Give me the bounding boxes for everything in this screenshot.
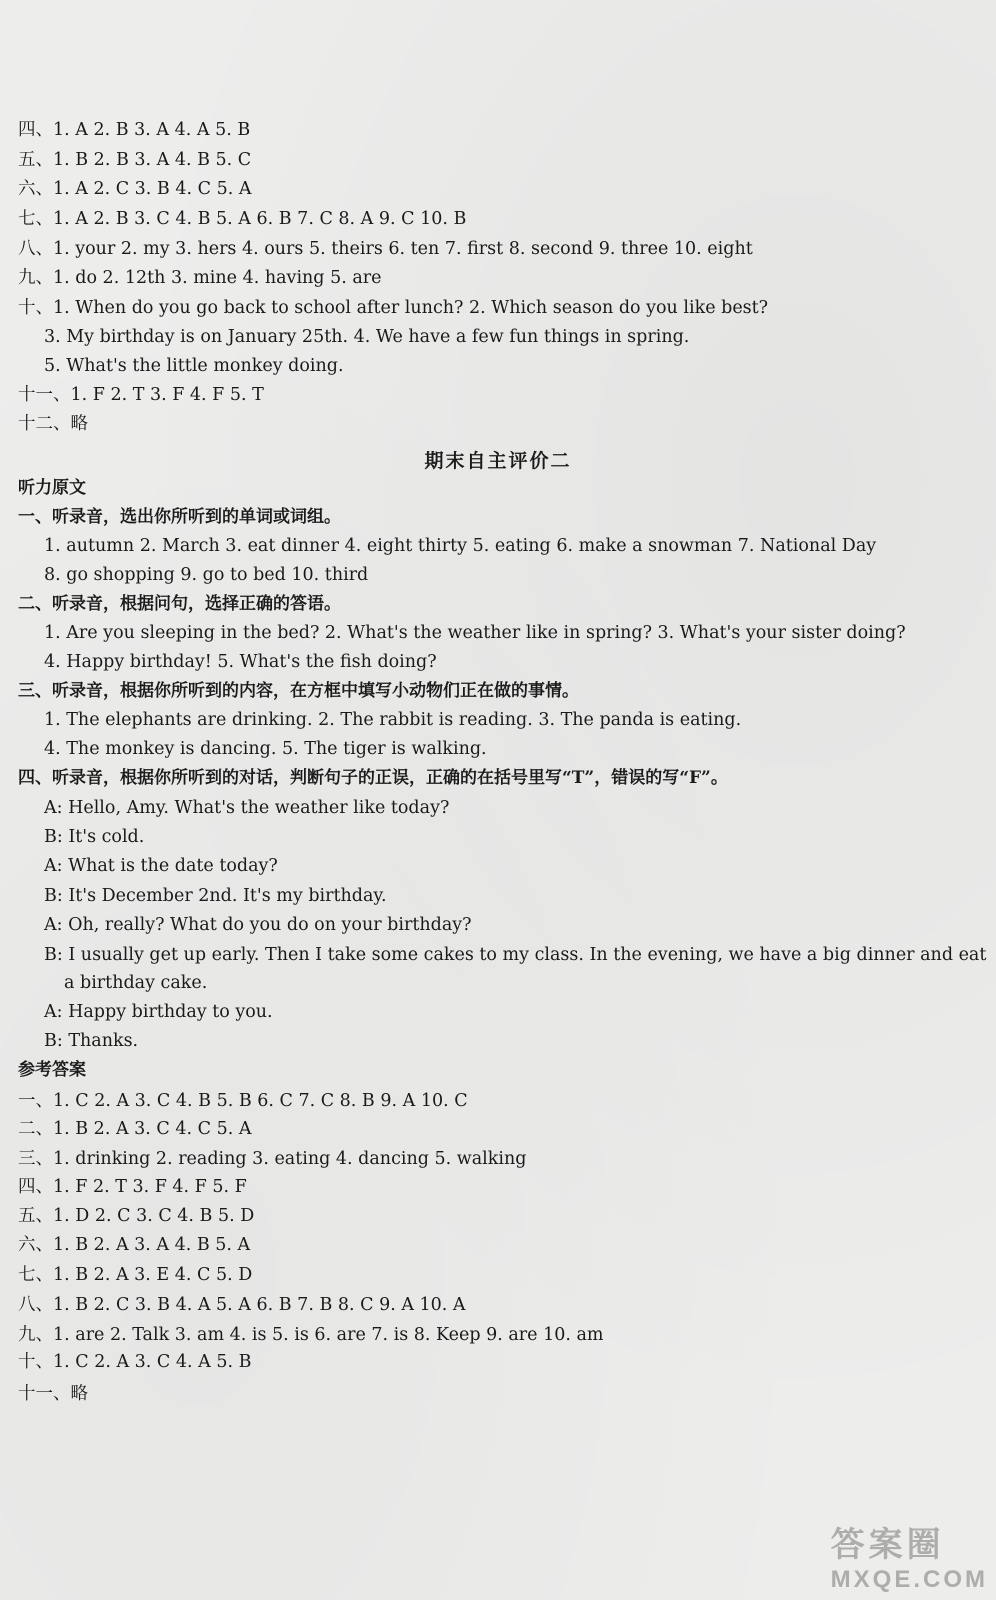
question-heading: 一、听录音，选出你所听到的单词或词组。	[18, 507, 341, 527]
answer-line: 三、1. drinking 2. reading 3. eating 4. dancing 5. walking	[18, 1149, 527, 1169]
answer-line: 十、1. When do you go back to school after lunch? 2. Which season do you like best?	[18, 298, 769, 318]
answer-line: 一、1. C 2. A 3. C 4. B 5. B 6. C 7. C 8. B 9. A 10. C	[18, 1091, 468, 1111]
answer-line: 五、1. D 2. C 3. C 4. B 5. D	[18, 1206, 255, 1226]
answer-line: 五、1. B 2. B 3. A 4. B 5. C	[18, 150, 252, 170]
answer-line: 四、1. A 2. B 3. A 4. A 5. B	[18, 120, 251, 140]
answer-line: 二、1. B 2. A 3. C 4. C 5. A	[18, 1119, 252, 1139]
answers-heading: 参考答案	[18, 1060, 86, 1080]
question-line: 8. go shopping 9. go to bed 10. third	[44, 565, 369, 585]
listening-heading: 听力原文	[18, 478, 86, 498]
dialogue-line: A: Happy birthday to you.	[44, 1002, 273, 1022]
watermark-url: MXQE.COM	[830, 1566, 988, 1593]
answer-line: 七、1. A 2. B 3. C 4. B 5. A 6. B 7. C 8. A 9. C 10. B	[18, 209, 467, 229]
question-line: 4. The monkey is dancing. 5. The tiger is walking.	[44, 739, 487, 759]
question-line: 4. Happy birthday! 5. What's the fish doing?	[44, 652, 437, 672]
dialogue-line: B: Thanks.	[44, 1031, 139, 1051]
question-heading: 三、听录音，根据你所听到的内容，在方框中填写小动物们正在做的事情。	[18, 681, 579, 701]
answer-line: 六、1. B 2. A 3. A 4. B 5. A	[18, 1235, 251, 1255]
dialogue-line: B: I usually get up early. Then I take some cakes to my class. In the evening, we have a big dinner and eat	[44, 945, 987, 965]
section-title: 期末自主评价二	[424, 450, 572, 472]
question-heading: 二、听录音，根据问句，选择正确的答语。	[18, 594, 341, 614]
watermark-logo	[831, 1517, 988, 1594]
answer-line: 十一、略	[18, 1384, 88, 1404]
watermark-text: 答案圈	[830, 1526, 945, 1564]
answer-line: 十、1. C 2. A 3. C 4. A 5. B	[18, 1352, 252, 1372]
question-line: 1. Are you sleeping in the bed? 2. What's the weather like in spring? 3. What's your sister doing?	[44, 623, 906, 643]
question-heading: 四、听录音，根据你所听到的对话，判断句子的正误，正确的在括号里写“T”，错误的写“F”。	[18, 768, 728, 788]
answer-line: 5. What's the little monkey doing.	[44, 356, 344, 376]
dialogue-line: A: What is the date today?	[44, 856, 278, 876]
answer-line: 九、1. are 2. Talk 3. am 4. is 5. is 6. are 7. is 8. Keep 9. are 10. am	[18, 1325, 604, 1345]
answer-line: 十二、略	[18, 414, 88, 434]
answer-line: 九、1. do 2. 12th 3. mine 4. having 5. are	[18, 268, 382, 288]
dialogue-line: B: It's December 2nd. It's my birthday.	[44, 886, 387, 906]
question-line: 1. autumn 2. March 3. eat dinner 4. eight thirty 5. eating 6. make a snowman 7. National Day	[44, 536, 877, 556]
answer-line: 七、1. B 2. A 3. E 4. C 5. D	[18, 1265, 253, 1285]
dialogue-line: B: It's cold.	[44, 827, 145, 847]
answer-line: 八、1. your 2. my 3. hers 4. ours 5. theirs 6. ten 7. first 8. second 9. three 10. eight	[18, 239, 753, 259]
dialogue-line: A: Oh, really? What do you do on your birthday?	[44, 915, 472, 935]
answer-line: 十一、1. F 2. T 3. F 4. F 5. T	[18, 385, 264, 405]
answer-line: 3. My birthday is on January 25th. 4. We have a few fun things in spring.	[44, 327, 690, 347]
dialogue-line: a birthday cake.	[64, 973, 208, 993]
dialogue-line: A: Hello, Amy. What's the weather like today?	[44, 798, 450, 818]
question-line: 1. The elephants are drinking. 2. The rabbit is reading. 3. The panda is eating.	[44, 710, 742, 730]
answer-line: 六、1. A 2. C 3. B 4. C 5. A	[18, 179, 252, 199]
answer-line: 八、1. B 2. C 3. B 4. A 5. A 6. B 7. B 8. C 9. A 10. A	[18, 1295, 466, 1315]
answer-line: 四、1. F 2. T 3. F 4. F 5. F	[18, 1177, 247, 1197]
